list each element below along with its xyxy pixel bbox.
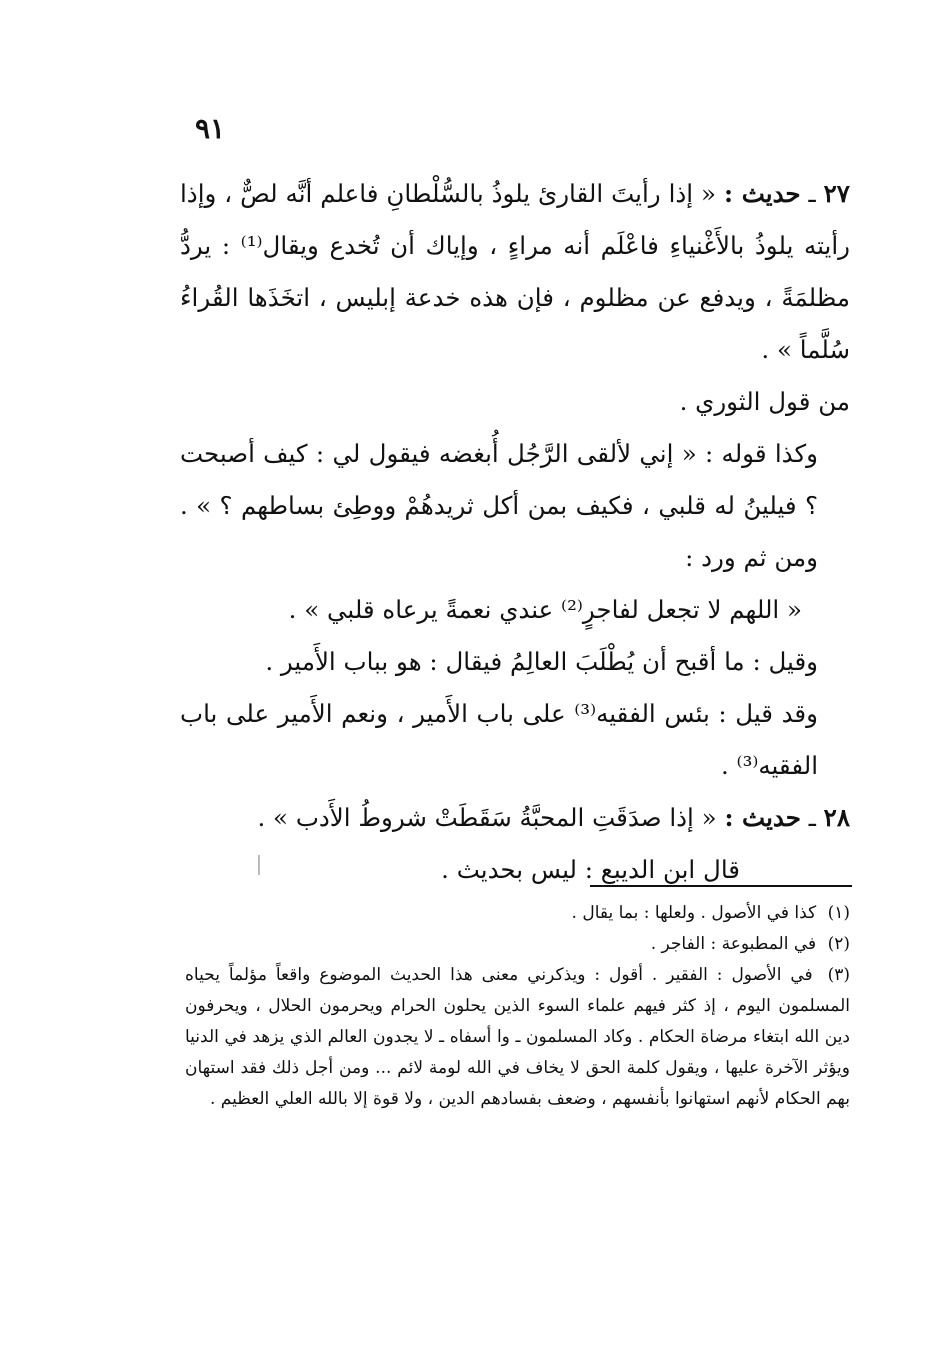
hadith-27: ٢٧ ـ حديث : « إذا رأيتَ القارئ يلوذُ بالسُّلْطانِ فاعلم أنَّه لصٌّ ، وإذا رأيته يلوذُ بالأَغْنياءِ فاعْلَم أنه مراءٍ ، وإياك أن تُخدع ويقال⁽¹⁾ : يردُّ مظلمَةً ، ويدفع عن مظلوم ، فإن هذه خدعة إبليس ، اتخَذَها القُراءُ سُلَّماً » . [180, 179, 850, 364]
entry-label: حديث : [723, 179, 801, 208]
footnote-key: (٢) [827, 934, 850, 954]
hadith-text: « إذا صدَقَتِ المحبَّةُ سَقَطَتْ شروطُ الأَدب » . [257, 803, 717, 832]
hadith-line: « إذا رأيتَ القارئ يلوذُ بالسُّلْطانِ فاعلم أنَّه لصٌّ ، [224, 179, 717, 208]
footnote-text: في المطبوعة : الفاجر . [650, 934, 817, 954]
paragraph: وقد قيل : بئس الفقيه⁽³⁾ على باب الأَمير ، ونعم الأَمير على باب الفقيه⁽³⁾ . [180, 699, 818, 780]
entry-label: حديث : [724, 803, 801, 832]
footnote-2 [185, 929, 850, 960]
hadith-28: ٢٨ ـ حديث : « إذا صدَقَتِ المحبَّةُ سَقَطَتْ شروطُ الأَدب » . [257, 803, 850, 832]
paragraph: وقيل : ما أقبح أن يُطْلَبَ العالِمُ فيقال : هو بباب الأَمير . [265, 647, 818, 676]
scan-mark [258, 855, 260, 875]
footnote-text: كذا في الأصول . ولعلها : بما يقال . [571, 903, 817, 923]
entry-number: ٢٨ [823, 803, 850, 832]
paragraph: وكذا قوله : « إني لألقى الرَّجُل أُبغضه فيقول لي : كيف أصبحت ؟ فيلينُ له قلبي ، فكيف بمن أكل ثريدهُمْ ووطِئ بساطهم ؟ » . ومن ثم ورد : [180, 439, 818, 572]
footnotes [185, 898, 850, 1115]
footnote-text: في الأصول : الفقير . أقول : ويذكرني معنى هذا الحديث الموضوع واقعاً مؤلماً يحياه المسلمون اليوم ، إذ كثر فيهم علماء السوء الذين يحلون الحرام ويحرمون الحلال ، ويحرفون دين الله ابتغاء مرضاة الحكام . وكاد المسلمون ـ وا أسفاه ـ لا يجدون العالم الذي يزهد في الدنيا ويؤثر الآخرة عليها ، ويقول كلمة الحق لا يخاف في الله لومة لائم ... ومن أجل ذلك فقد استهان بهم الحكام لأنهم استهانوا بأنفسهم ، وضعف بفسادهم الدين ، ولا قوة إلا بالله العلي العظيم . [185, 965, 850, 1109]
footnote-1 [185, 898, 850, 929]
hadith-line: وإذا رأيته يلوذُ بالأَغْنياءِ فاعْلَم أنه مراءٍ ، وإياك أن تُخدع [180, 179, 850, 260]
footnote-3 [185, 960, 850, 1115]
hadith-source: من قول الثوري . [679, 387, 850, 416]
entry-number: ٢٧ [823, 179, 850, 208]
hadith-line: إبليس ، اتخَذَها القُراءُ سُلَّماً » . [180, 283, 850, 364]
main-text [180, 168, 850, 896]
footnote-key: (١) [827, 903, 850, 923]
footnote-separator [590, 885, 852, 887]
hadith-source: قال ابن الديبع : ليس بحديث . [441, 855, 740, 884]
paragraph: « اللهم لا تجعل لفاجرٍ⁽²⁾ عندي نعمةً يرعاه قلبي » . [288, 595, 802, 624]
footnote-key: (٣) [827, 965, 851, 985]
hadith-line: ويقال⁽¹⁾ : يردُّ مظلمَةً ، ويدفع عن مظلوم ، فإن هذه خدعة [180, 231, 850, 312]
page-number: ٩١ [194, 112, 226, 145]
